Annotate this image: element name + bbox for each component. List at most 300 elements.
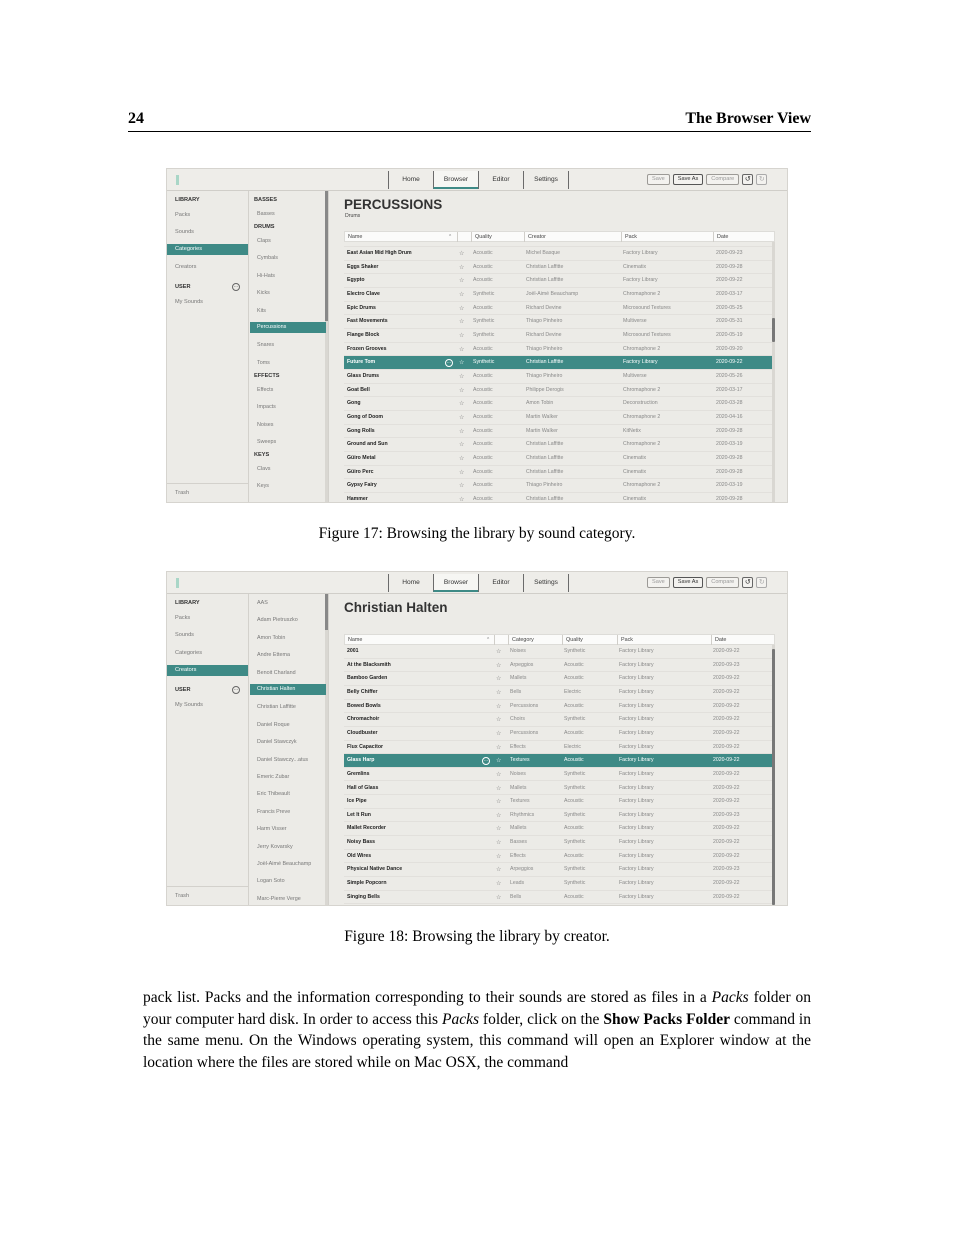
table-cell: Noisy Bass [347,839,375,846]
table-cell: Acoustic [473,250,493,257]
category-item[interactable]: Snares [257,342,275,349]
tab-home[interactable]: Home [388,171,434,189]
sort-ascending-icon[interactable]: ⌃ [486,637,491,643]
favorite-star-icon[interactable]: ☆ [459,413,465,421]
body-text: folder, click on the [479,1010,604,1028]
table-cell: Belly Chiffer [347,688,378,695]
table-row[interactable] [344,479,775,493]
table-row[interactable] [344,659,775,673]
table-header [344,231,775,242]
creator-item[interactable]: Jerry Kovarsky [257,843,293,850]
col-name[interactable]: Name [348,234,363,240]
favorite-star-icon[interactable]: ☆ [496,784,502,792]
table-cell: Michel Basque [526,250,561,257]
running-header [128,110,811,132]
table-cell: Rhythmics [510,811,535,818]
table-cell: Christian Laffitte [526,277,564,284]
library-heading: LIBRARY [175,197,200,203]
category-list [249,191,329,502]
col-pack[interactable]: Pack [621,232,637,242]
tab-editor[interactable]: Editor [478,574,524,592]
favorite-star-icon[interactable]: ☆ [496,839,502,847]
save-as-button[interactable]: Save As [673,577,704,588]
table-cell: Amon Tobin [526,400,554,407]
category-item[interactable]: Keys [257,483,269,490]
table-cell: Acoustic [473,345,493,352]
table-cell: Basses [510,839,528,846]
table-row[interactable] [344,768,775,782]
table-cell: 2020-09-23 [713,811,740,818]
table-row[interactable] [344,438,775,452]
sound-table [344,634,775,905]
table-cell: 2020-09-22 [713,784,740,791]
table-row[interactable] [344,493,775,502]
table-cell: Arpeggios [510,661,534,668]
table-cell: Future Tom [347,359,376,366]
favorite-star-icon[interactable]: ☆ [496,825,502,833]
category-section-heading: KEYS [254,452,270,458]
table-row[interactable] [344,850,775,864]
body-paragraph [143,987,811,1073]
user-heading: USER [175,687,191,693]
category-item[interactable]: Cymbals [257,255,278,262]
sound-table [344,231,775,502]
table-cell: Acoustic [473,304,493,311]
col-date[interactable]: Date [711,635,726,645]
table-cell: Deconstruction [623,400,658,407]
sort-ascending-icon[interactable]: ⌃ [448,234,453,240]
favorite-star-icon[interactable]: ☆ [496,880,502,888]
creator-item[interactable]: Andre Ettema [257,652,290,659]
table-row[interactable] [344,877,775,891]
undo-icon[interactable]: ↺ [742,174,753,185]
table-cell: 2020-09-22 [713,852,740,859]
table-cell: Factory Library [619,675,654,682]
sound-list-panel [332,191,787,502]
table-row[interactable] [344,384,775,398]
table-cell: Glass Harp [347,757,375,764]
table-cell: Gong Rolls [347,427,375,434]
table-row[interactable] [344,466,775,480]
category-item[interactable]: Kits [257,307,266,314]
table-cell: At the Blacksmith [347,661,391,668]
toolbar-actions [647,577,767,588]
table-row[interactable] [344,782,775,796]
col-pack[interactable]: Pack [617,635,633,645]
favorite-star-icon[interactable]: ☆ [459,495,465,502]
table-cell: Acoustic [473,263,493,270]
tab-browser[interactable]: Browser [433,171,479,189]
category-item[interactable]: Sweeps [257,439,277,445]
table-cell: Acoustic [473,386,493,393]
col-quality[interactable]: Quality [562,635,583,645]
tab-editor[interactable]: Editor [478,171,524,189]
table-scroll-thumb[interactable] [772,649,775,905]
sidebar-item-my-sounds[interactable]: My Sounds [175,702,203,708]
creator-item[interactable]: Amon Tobin [257,634,286,641]
category-scrollbar[interactable] [325,191,328,502]
table-cell: 2020-09-28 [716,454,743,461]
sidebar-item-sounds[interactable]: Sounds [175,229,194,235]
save-button[interactable]: Save [647,577,670,588]
favorite-star-icon[interactable]: ☆ [459,359,465,367]
creator-item[interactable]: Emeric Zubar [257,774,290,780]
body-text: folder on your computer hard disk. In order to access this [143,989,812,1028]
col-favorite[interactable] [494,635,508,645]
table-row[interactable] [344,370,775,384]
sidebar-item-trash[interactable]: Trash [175,490,190,496]
favorite-star-icon[interactable]: ☆ [459,482,465,490]
table-cell: Acoustic [564,661,584,668]
table-cell: 2020-09-28 [716,468,743,475]
table-row[interactable] [344,809,775,823]
table-cell: Electric [564,743,582,750]
table-row[interactable] [344,261,775,275]
table-cell: 2020-03-17 [716,291,743,298]
table-cell: Physical Native Dance [347,866,403,873]
table-row[interactable] [344,863,775,877]
favorite-star-icon[interactable]: ☆ [459,318,465,326]
favorite-star-icon[interactable]: ☆ [496,811,502,819]
redo-icon[interactable]: ↻ [756,174,767,185]
table-row[interactable] [344,741,775,755]
table-cell: Christian Laffitte [526,454,564,461]
table-cell: Thiago Pinheiro [526,482,563,489]
table-cell: Microsound Textures [623,332,671,339]
table-row[interactable] [344,452,775,466]
table-cell: Mallet Recorder [347,825,386,832]
compare-button[interactable]: Compare [706,174,739,185]
creator-scroll-thumb[interactable] [325,594,328,630]
creator-item[interactable]: Daniel Roque [257,721,290,728]
table-cell: Epic Drums [347,304,376,311]
col-name[interactable]: Name [348,637,363,643]
table-cell: 2020-09-22 [713,729,740,736]
table-cell: Acoustic [564,675,584,682]
table-cell: Richard Devine [526,332,562,339]
user-options-icon[interactable]: ··· [233,284,239,290]
row-options-icon[interactable]: ··· [446,360,452,367]
favorite-star-icon[interactable]: ☆ [496,852,502,860]
table-scrollbar[interactable] [772,645,775,905]
table-cell: Acoustic [564,825,584,832]
creator-item[interactable]: Marc-Pierre Verge [257,895,301,902]
favorite-star-icon[interactable]: ☆ [496,893,502,901]
sidebar-item-trash[interactable]: Trash [175,893,190,899]
creator-item[interactable]: Francis Preve [257,808,291,815]
creator-item[interactable]: Daniel Stawczy...atus [257,756,309,763]
section-title: The Browser View [685,110,811,127]
table-cell: Chromaphone 2 [623,482,661,489]
table-cell: 2020-09-28 [716,427,743,434]
table-cell: 2020-09-22 [713,825,740,832]
table-cell: Factory Library [619,798,654,805]
table-row[interactable] [344,645,775,659]
browser-screenshot-creators [166,571,788,906]
creator-scrollbar[interactable] [325,594,328,905]
table-cell: Factory Library [619,648,654,654]
undo-icon[interactable]: ↺ [742,577,753,588]
table-cell: Mallets [510,784,527,791]
favorite-star-icon[interactable]: ☆ [459,345,465,353]
save-button[interactable]: Save [647,174,670,185]
favorite-star-icon[interactable]: ☆ [459,468,465,476]
table-cell: Noises [510,770,526,777]
category-scroll-thumb[interactable] [325,191,328,321]
table-row[interactable] [344,795,775,809]
table-cell: Acoustic [473,413,493,420]
table-row[interactable] [344,411,775,425]
category-item[interactable]: Effects [257,386,274,393]
favorite-star-icon[interactable]: ☆ [459,291,465,299]
creator-item[interactable]: Daniel Stawczyk [257,739,297,746]
tab-settings[interactable]: Settings [523,171,569,189]
table-cell: 2020-09-22 [713,880,740,887]
table-cell: Synthetic [564,866,586,873]
favorite-star-icon[interactable]: ☆ [496,702,502,710]
favorite-star-icon[interactable]: ☆ [496,770,502,778]
table-cell: 2020-09-22 [716,277,743,284]
table-cell: Leads [510,880,525,887]
table-cell: Textures [510,798,530,805]
favorite-star-icon[interactable]: ☆ [496,743,502,751]
creator-item[interactable]: AAS [257,600,268,606]
redo-icon[interactable]: ↻ [756,577,767,588]
category-section-heading: EFFECTS [254,372,280,379]
favorite-star-icon[interactable]: ☆ [496,688,502,696]
table-row[interactable] [344,247,775,261]
table-cell: 2020-09-20 [716,345,743,352]
table-cell: East Asian Mid High Drum [347,250,412,257]
table-cell: Bells [510,893,522,900]
main-tabs [388,171,568,191]
table-row[interactable] [344,288,775,302]
table-cell: Cinematix [623,263,647,270]
toolbar [167,169,787,191]
col-creator[interactable]: Creator [524,232,546,242]
table-cell: Electro Clave [347,291,380,298]
table-cell: 2020-09-22 [713,798,740,805]
favorite-star-icon[interactable]: ☆ [496,729,502,737]
body-emphasis: Packs [711,989,749,1006]
table-cell: Flange Block [347,332,380,339]
table-cell: Let It Run [347,811,371,818]
table-cell: Effects [510,852,526,859]
sidebar-item-categories[interactable]: Categories [167,244,248,255]
tab-browser[interactable]: Browser [433,574,479,592]
table-cell: Chromaphone 2 [623,413,661,420]
table-row[interactable] [344,891,775,905]
favorite-star-icon[interactable]: ☆ [459,250,465,258]
table-row[interactable] [344,315,775,329]
col-favorite[interactable] [457,232,471,242]
table-row-selected[interactable] [344,754,775,768]
table-row[interactable] [344,302,775,316]
table-row[interactable] [344,274,775,288]
table-row[interactable] [344,686,775,700]
favorite-star-icon[interactable]: ☆ [496,661,502,669]
sidebar-item-creators[interactable]: Creators [175,264,197,270]
creator-item[interactable]: Christian Laffitte [257,704,296,711]
favorite-star-icon[interactable]: ☆ [459,304,465,312]
sidebar-item-creators[interactable]: Creators [167,665,248,676]
table-row[interactable] [344,822,775,836]
table-cell: Factory Library [619,825,654,832]
tab-home[interactable]: Home [388,574,434,592]
table-cell: 2020-03-19 [716,441,743,448]
table-cell: 2020-05-19 [716,332,743,339]
table-cell: Factory Library [619,770,654,777]
favorite-star-icon[interactable]: ☆ [459,277,465,285]
favorite-star-icon[interactable]: ☆ [496,866,502,874]
col-category[interactable]: Category [508,635,534,645]
compare-button[interactable]: Compare [706,577,739,588]
favorite-star-icon[interactable]: ☆ [459,386,465,394]
creator-item[interactable]: Joël-Aimé Beauchamp [257,861,312,867]
favorite-star-icon[interactable]: ☆ [459,427,465,435]
sidebar-item-sounds[interactable]: Sounds [175,632,194,638]
sidebar-item-my-sounds[interactable]: My Sounds [175,299,203,305]
table-cell: 2020-09-22 [713,757,740,764]
favorite-star-icon[interactable]: ☆ [496,716,502,724]
table-row-selected[interactable] [344,356,775,370]
creator-item[interactable]: Benoit Charland [257,669,296,676]
table-cell: Cinematix [623,495,647,502]
table-cell: Synthetic [473,318,495,325]
table-cell: Textures [510,757,530,764]
table-cell: Güiro Perc [347,468,374,475]
table-cell: 2020-09-22 [716,359,743,366]
table-cell: 2020-09-23 [716,250,743,257]
table-cell: 2020-03-19 [716,482,743,489]
table-cell: Acoustic [564,757,584,764]
page-number: 24 [128,110,144,127]
sidebar-item-packs[interactable]: Packs [175,212,191,218]
save-as-button[interactable]: Save As [673,174,704,185]
table-cell: Acoustic [473,400,493,407]
table-cell: Factory Library [619,866,654,873]
table-cell: Thiago Pinheiro [526,373,563,380]
favorite-star-icon[interactable]: ☆ [459,263,465,271]
table-row[interactable] [344,700,775,714]
favorite-star-icon[interactable]: ☆ [459,400,465,408]
table-cell: Ground and Sun [347,441,388,448]
table-cell: 2020-03-17 [716,386,743,393]
table-cell: Multiverse [623,318,647,325]
body-text: pack list. Packs and the information corresponding to their sounds are stored as files in a [143,989,712,1006]
tab-settings[interactable]: Settings [523,574,569,592]
favorite-star-icon[interactable]: ☆ [459,332,465,340]
creator-item[interactable]: Christian Halten [250,684,326,695]
table-cell: Factory Library [619,811,654,818]
favorite-star-icon[interactable]: ☆ [459,454,465,462]
table-cell: Hammer [347,495,368,502]
favorite-star-icon[interactable]: ☆ [459,373,465,381]
table-scrollbar[interactable] [772,242,775,502]
favorite-star-icon[interactable]: ☆ [496,757,502,765]
sidebar-item-categories[interactable]: Categories [175,650,203,656]
table-cell: Factory Library [623,250,658,257]
table-cell: Factory Library [619,893,654,900]
table-row[interactable] [344,727,775,741]
row-options-icon[interactable]: ··· [483,758,489,765]
table-cell: 2020-09-23 [713,866,740,873]
table-scroll-thumb[interactable] [772,318,775,342]
creator-item[interactable]: Adam Pietruszko [257,617,298,624]
category-item[interactable]: Clavs [257,466,271,472]
table-cell: Joël-Aimé Beauchamp [526,291,579,298]
table-cell: Synthetic [564,880,586,887]
category-section-heading: BASSES [254,197,278,203]
table-cell: Güiro Metal [347,454,376,461]
table-cell: Cinematix [623,468,647,475]
favorite-star-icon[interactable]: ☆ [459,441,465,449]
favorite-star-icon[interactable]: ☆ [496,675,502,683]
creator-item[interactable]: Harm Visser [257,826,287,833]
table-cell: Acoustic [564,729,584,736]
table-row[interactable] [344,329,775,343]
table-cell: Factory Library [619,839,654,846]
table-row[interactable] [344,672,775,686]
favorite-star-icon[interactable]: ☆ [496,648,502,655]
sidebar-item-packs[interactable]: Packs [175,615,191,621]
toolbar-actions [647,174,767,185]
table-cell: Thiago Pinheiro [526,318,563,325]
table-cell: Acoustic [473,277,493,284]
table-row[interactable] [344,425,775,439]
creator-item[interactable]: Logan Soto [257,878,285,885]
category-item[interactable]: Hi-Hats [257,272,275,279]
creator-item[interactable]: Eric Thibeault [257,791,290,798]
table-cell: Frozen Grooves [347,345,387,352]
creator-title: Christian Halten [344,600,448,615]
category-item[interactable]: Percussions [250,322,326,333]
divider [167,483,249,484]
table-row[interactable] [344,343,775,357]
category-item[interactable]: Basses [257,211,275,217]
table-cell: 2001 [347,648,359,654]
user-options-icon[interactable]: ··· [233,687,239,693]
table-cell: 2020-09-22 [713,675,740,682]
table-cell: 2020-04-16 [716,413,743,420]
category-item[interactable]: Toms [257,359,270,366]
category-item[interactable]: Claps [257,238,271,244]
table-cell: Multiverse [623,373,647,380]
table-cell: Simple Popcorn [347,880,387,887]
table-row[interactable] [344,713,775,727]
table-cell: Bamboo Garden [347,675,388,682]
table-cell: 2020-09-28 [716,495,743,502]
col-quality[interactable]: Quality [471,232,492,242]
table-cell: Acoustic [473,373,493,380]
table-cell: Synthetic [564,839,586,846]
category-item[interactable]: Noises [257,421,274,428]
table-cell: Synthetic [564,784,586,791]
col-date[interactable]: Date [713,232,728,242]
table-cell: 2020-09-22 [713,743,740,750]
category-item[interactable]: Kicks [257,290,270,297]
window-grip[interactable] [176,175,179,185]
table-cell: Percussions [510,702,539,709]
favorite-star-icon[interactable]: ☆ [496,798,502,806]
window-grip[interactable] [176,578,179,588]
creator-list [249,594,329,905]
table-row[interactable] [344,836,775,850]
category-item[interactable]: Impacts [257,404,276,411]
table-cell: Synthetic [473,291,495,298]
table-cell: Cinematix [623,454,647,461]
table-row[interactable] [344,397,775,411]
